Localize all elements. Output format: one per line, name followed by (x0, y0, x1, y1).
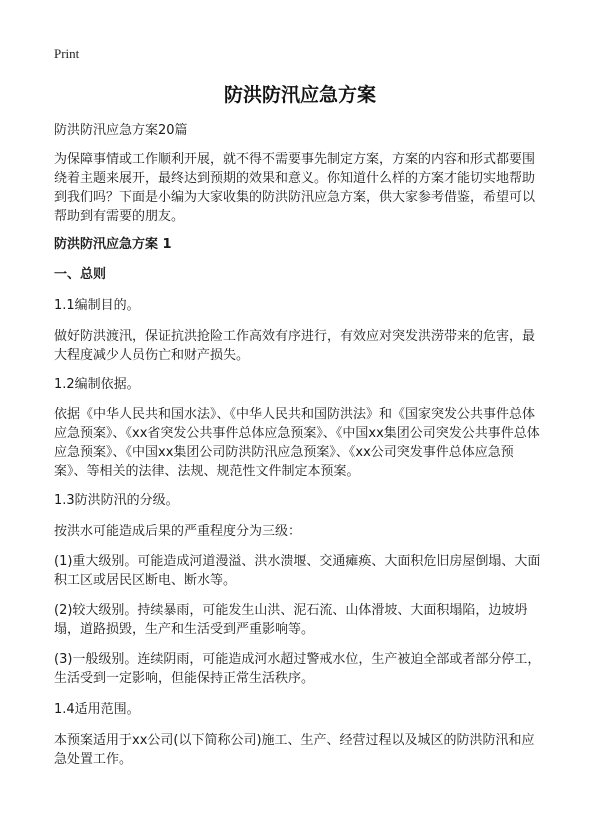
paragraph-1-3: 按洪水可能造成后果的严重程度分为三级： (54, 524, 302, 539)
print-label: Print (54, 46, 80, 61)
level-1-item: (1)重大级别。可能造成河道漫溢、洪水溃堰、交通瘫痪、大面积危旧房屋倒塌、大面积工区或居民区断电、断水等。 (54, 554, 541, 588)
subsection-1-3: 1.3防洪防汛的分级。 (54, 493, 179, 508)
section-title: 防洪防汛应急方案 1 (54, 237, 172, 252)
subsection-1-1: 1.1编制目的。 (54, 298, 140, 313)
document-subtitle: 防洪防汛应急方案20篇 (54, 123, 188, 138)
paragraph-1-2: 依据《中华人民共和国水法》、《中华人民共和国防洪法》和《国家突发公共事件总体应急预案》、《xx省突发公共事件总体应急预案》、《中国xx集团公司突发公共事件总体应急预案》、《中国xx集团公司防洪防汛应急预案》、《xx公司突发事件总体应急预案》、等相关的法律、法规、规范性文件制定本预案。 (54, 407, 540, 479)
subsection-1-2: 1.2编制依据。 (54, 377, 140, 392)
intro-paragraph: 为保障事情或工作顺利开展，就不得不需要事先制定方案，方案的内容和形式都要围绕着主题来展开，最终达到预期的效果和意义。你知道什么样的方案才能切实地帮助到我们吗？下面是小编为大家收集的防洪防汛应急方案，供大家参考借鉴，希望可以帮助到有需要的朋友。 (54, 152, 536, 224)
document-title: 防洪防汛应急方案 (223, 84, 376, 106)
subsection-1-4: 1.4适用范围。 (54, 702, 140, 717)
chapter-heading-general: 一、总则 (54, 267, 107, 282)
paragraph-1-1: 做好防洪渡汛，保证抗洪抢险工作高效有序进行，有效应对突发洪涝带来的危害，最大程度减少人员伤亡和财产损失。 (54, 329, 536, 363)
level-3-item: (3)一般级别。连续阴雨，可能造成河水超过警戒水位，生产被迫全部或者部分停工，生活受到一定影响，但能保持正常生活秩序。 (54, 652, 541, 686)
level-2-item: (2)较大级别。持续暴雨，可能发生山洪、泥石流、山体滑坡、大面积塌陷，边坡坍塌，道路损毁，生产和生活受到严重影响等。 (54, 603, 528, 637)
paragraph-1-4: 本预案适用于xx公司(以下简称公司)施工、生产、经营过程以及城区的防洪防汛和应急处置工作。 (54, 733, 535, 767)
